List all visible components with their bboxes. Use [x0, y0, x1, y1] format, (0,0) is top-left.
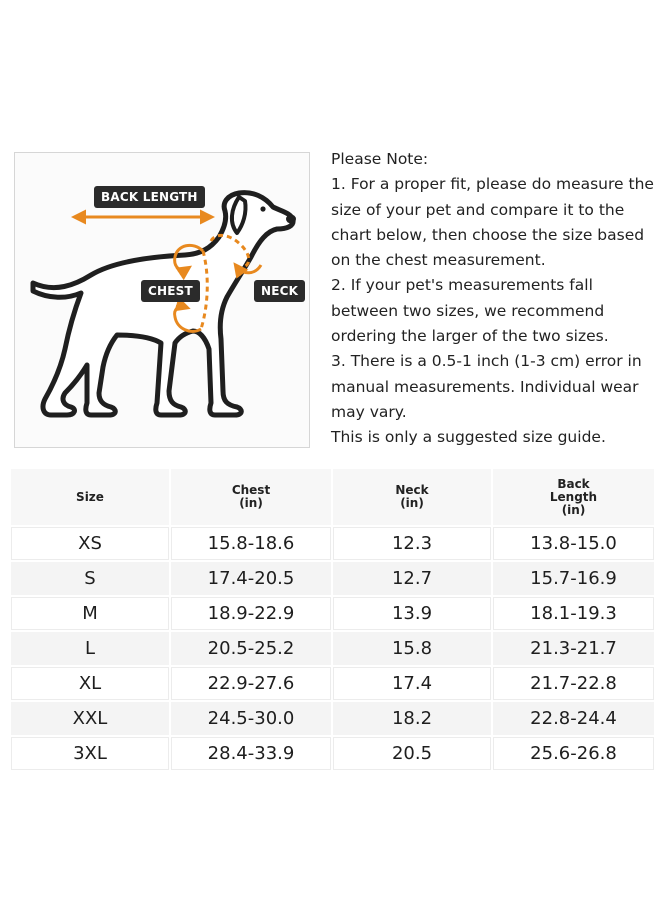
neck-tag: NECK — [254, 280, 305, 302]
table-row — [11, 737, 654, 770]
size-cell: S — [11, 562, 169, 595]
back-length-cell: 15.7-16.9 — [493, 562, 654, 595]
measurement-diagram — [14, 152, 310, 448]
chest-cell: 15.8-18.6 — [171, 527, 331, 560]
dog-nose — [286, 215, 296, 224]
chest-cell: 20.5-25.2 — [171, 632, 331, 665]
size-chart-table — [9, 467, 656, 772]
header-chest: Chest (in) — [171, 469, 331, 525]
table-row — [11, 527, 654, 560]
note-item-1: 1. For a proper fit, please do measure the size of your pet and compare it to the chart below, then choose the size based on the chest measurement. — [331, 175, 654, 270]
back-length-cell: 18.1-19.3 — [493, 597, 654, 630]
dog-body-outline — [33, 193, 293, 415]
header-size: Size — [11, 469, 169, 525]
neck-cell: 13.9 — [333, 597, 491, 630]
note-item-2: 2. If your pet's measurements fall between two sizes, we recommend ordering the larger of the two sizes. — [331, 276, 609, 346]
table-header-row — [11, 469, 654, 525]
chest-cell: 17.4-20.5 — [171, 562, 331, 595]
back-length-cell: 22.8-24.4 — [493, 702, 654, 735]
size-cell: 3XL — [11, 737, 169, 770]
note-item-3: 3. There is a 0.5-1 inch (1-3 cm) error in manual measurements. Individual wear may vary. — [331, 352, 642, 421]
neck-cell: 15.8 — [333, 632, 491, 665]
neck-cell: 18.2 — [333, 702, 491, 735]
back-length-cell: 21.3-21.7 — [493, 632, 654, 665]
table-row — [11, 597, 654, 630]
chest-cell: 18.9-22.9 — [171, 597, 331, 630]
size-cell: XS — [11, 527, 169, 560]
size-cell: XXL — [11, 702, 169, 735]
please-note — [331, 147, 656, 451]
size-cell: M — [11, 597, 169, 630]
neck-cell: 12.3 — [333, 527, 491, 560]
chest-cell: 24.5-30.0 — [171, 702, 331, 735]
back-length-cell: 25.6-26.8 — [493, 737, 654, 770]
dog-eye — [260, 206, 265, 211]
note-footer: This is only a suggested size guide. — [331, 428, 606, 447]
chest-tag: CHEST — [141, 280, 200, 302]
note-heading: Please Note: — [331, 150, 429, 168]
header-neck: Neck (in) — [333, 469, 491, 525]
table-row — [11, 667, 654, 700]
back-length-cell: 21.7-22.8 — [493, 667, 654, 700]
table-row — [11, 702, 654, 735]
chest-cell: 28.4-33.9 — [171, 737, 331, 770]
neck-cell: 12.7 — [333, 562, 491, 595]
neck-cell: 17.4 — [333, 667, 491, 700]
chest-cell: 22.9-27.6 — [171, 667, 331, 700]
back-length-tag: BACK LENGTH — [94, 186, 205, 208]
size-cell: L — [11, 632, 169, 665]
header-back-length: Back Length (in) — [493, 469, 654, 525]
back-length-cell: 13.8-15.0 — [493, 527, 654, 560]
neck-cell: 20.5 — [333, 737, 491, 770]
size-cell: XL — [11, 667, 169, 700]
table-row — [11, 632, 654, 665]
table-row — [11, 562, 654, 595]
